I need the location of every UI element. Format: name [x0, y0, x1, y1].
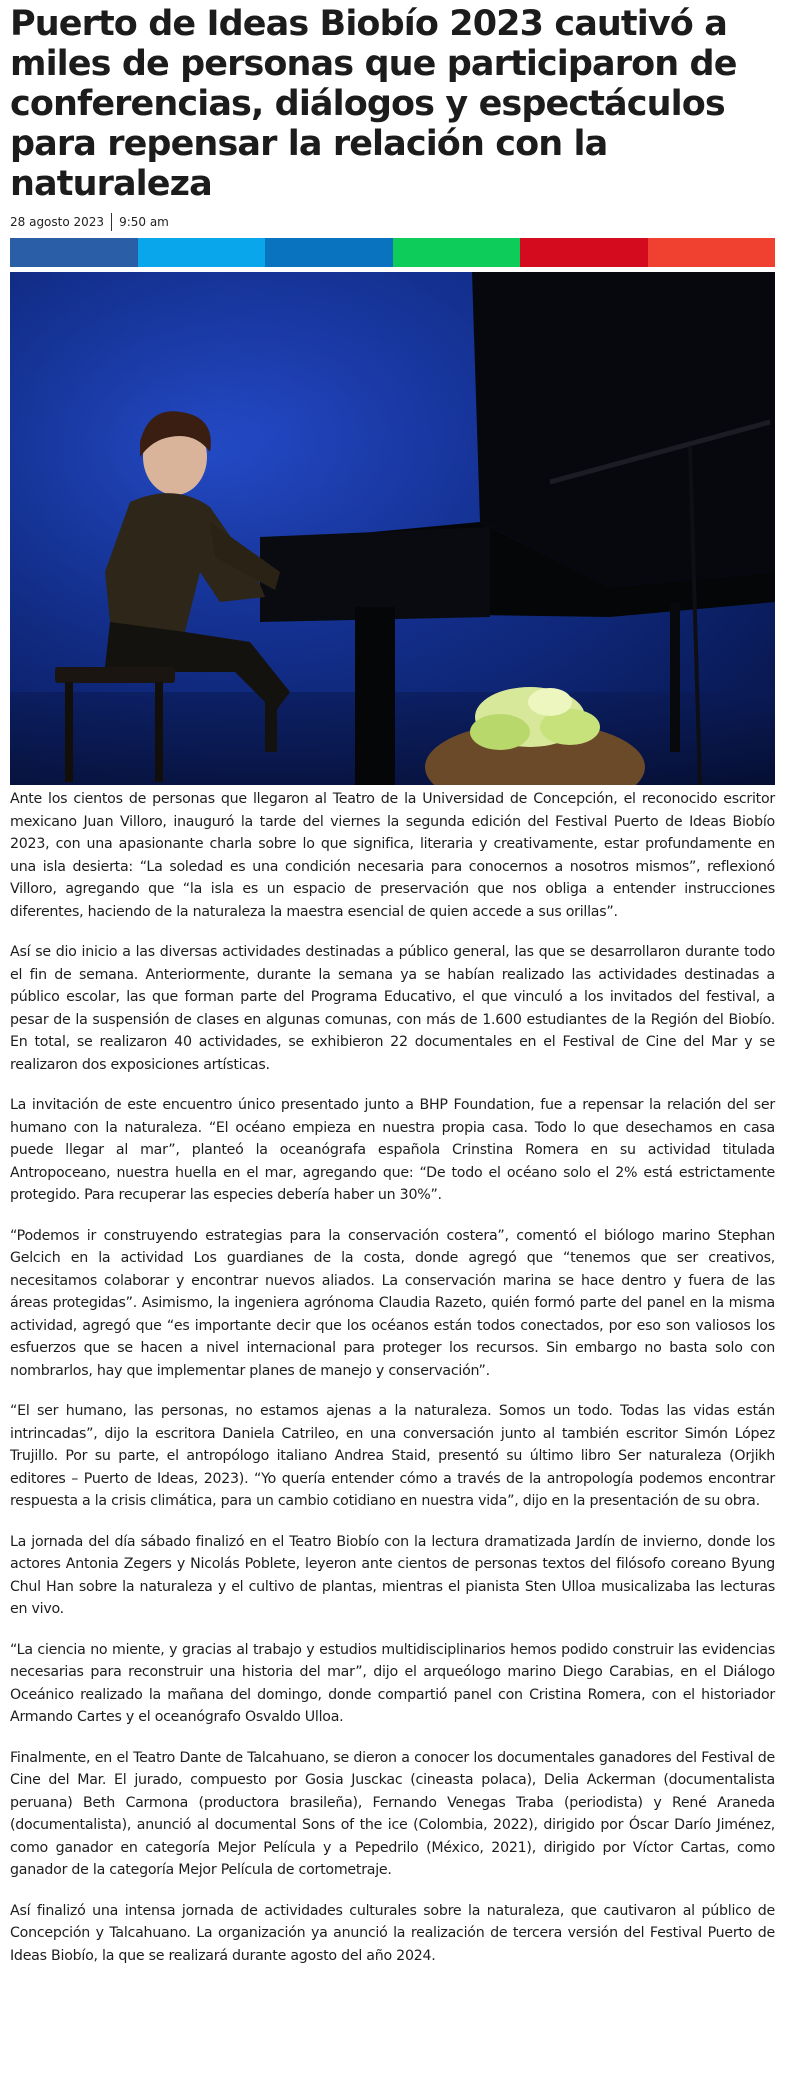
- article-paragraph: Finalmente, en el Teatro Dante de Talcahuano, se dieron a conocer los documentales ganadores del Festival de Cine del Mar. El jurado, compuesto por Gosia Jusckac (cineasta polaca), Delia Ackerman (documentalista peruana) Beth Carmona (productora brasileña), Fernando Venegas Traba (periodista) y René Araneda (documentalista), anunció al documental Sons of the ice (Colombia, 2022), dirigido por Óscar Darío Jiménez, como ganador en categoría Mejor Película y a Pepedrilo (México, 2021), dirigido por Víctor Cartas, como ganador de la categoría Mejor Película de cortometraje.: [10, 1749, 775, 1878]
- hero-image-pianist: [10, 272, 775, 785]
- color-segment-3: [265, 238, 393, 267]
- article-paragraph: Ante los cientos de personas que llegaron al Teatro de la Universidad de Concepción, el reconocido escritor mexicano Juan Villoro, inauguró la tarde del viernes la segunda edición del Festival Puerto de Ideas Biobío 2023, con una apasionante charla sobre lo que significa, literaria y creativamente, estar profundamente en una isla desierta: “La soledad es una condición necesaria para conocernos a nosotros mismos”, reflexionó Villoro, agregando que “la isla es un espacio de preservación que nos obliga a entender instrucciones diferentes, haciendo de la naturaleza la maestra esencial de quien accede a sus orillas”.: [10, 791, 775, 920]
- color-segment-2: [138, 238, 266, 267]
- article-date: 28 agosto 2023: [10, 215, 105, 229]
- color-segment-5: [520, 238, 648, 267]
- article-time: 9:50 am: [119, 215, 169, 229]
- color-segment-1: [10, 238, 138, 267]
- article-paragraph: La invitación de este encuentro único presentado junto a BHP Foundation, fue a repensar la relación del ser humano con la naturaleza. “El océano empieza en nuestra propia casa. Todo lo que desechamos en casa puede llegar al mar”, planteó la oceanógrafa española Crinstina Romera en su actividad titulada Antropoceano, nuestra huella en el mar, agregando que: “De todo el océano solo el 2% está estrictamente protegido. Para recuperar las especies debería haber un 30%”.: [10, 1097, 775, 1203]
- article-paragraph: “La ciencia no miente, y gracias al trabajo y estudios multidisciplinarios hemos podido construir las evidencias necesarias para reconstruir una historia del mar”, dijo el arqueólogo marino Diego Carabias, en el Diálogo Oceánico realizado la mañana del domingo, donde compartió panel con Cristina Romera, con el historiador Armando Cartes y el oceanógrafo Osvaldo Ulloa.: [10, 1641, 775, 1725]
- color-segment-4: [393, 238, 521, 267]
- pianist-illustration: [10, 272, 775, 785]
- article-paragraph: Así se dio inicio a las diversas actividades destinadas a público general, las que se desarrollaron durante todo el fin de semana. Anteriormente, durante la semana ya se habían realizado las actividades destinadas a público escolar, las que forman parte del Programa Educativo, el que vinculó a los invitados del festival, a pesar de la suspensión de clases en algunas comunas, con más de 1.600 estudiantes de la Región del Biobío. En total, se realizaron 40 actividades, se exhibieron 22 documentales en el Festival de Cine del Mar y se realizaron dos exposiciones artísticas.: [10, 944, 775, 1073]
- color-segment-6: [648, 238, 776, 267]
- article-paragraph: “El ser humano, las personas, no estamos ajenas a la naturaleza. Somos un todo. Todas las vidas están intrincadas”, dijo la escritora Daniela Catrileo, en una conversación junto al también escritor Simón López Trujillo. Por su parte, el antropólogo italiano Andrea Staid, presentó su último libro Ser naturaleza (Orjikh editores – Puerto de Ideas, 2023). “Yo quería entender cómo a través de la antropología podemos encontrar respuesta a la crisis climática, para un cambio cotidiano en nuestra vida”, dijo en la presentación de su obra.: [10, 1403, 775, 1509]
- article-title: Puerto de Ideas Biobío 2023 cautivó a miles de personas que participaron de conferencias, diálogos y espectáculos para repensar la relación con la naturaleza: [10, 4, 737, 204]
- article-paragraph: Así finalizó una intensa jornada de actividades culturales sobre la naturaleza, que cautivaron al público de Concepción y Talcahuano. La organización ya anunció la realización de tercera versión del Festival Puerto de Ideas Biobío, la que se realizará durante agosto del año 2024.: [10, 1902, 775, 1964]
- article-meta: [10, 213, 775, 231]
- article-paragraph: La jornada del día sábado finalizó en el Teatro Biobío con la lectura dramatizada Jardín de invierno, donde los actores Antonia Zegers y Nicolás Poblete, leyeron ante cientos de personas textos del filósofo coreano Byung Chul Han sobre la naturaleza y el cultivo de plantas, mientras el pianista Sten Ulloa musicalizaba las lecturas en vivo.: [10, 1533, 775, 1617]
- meta-divider: [111, 213, 112, 231]
- brand-color-bar: [10, 238, 775, 267]
- article-body: [10, 788, 775, 1967]
- article-paragraph: “Podemos ir construyendo estrategias para la conservación costera”, comentó el biólogo marino Stephan Gelcich en la actividad Los guardianes de la costa, donde agregó que “tenemos que ser creativos, necesitamos colaborar y encontrar nuevos aliados. La conservación marina se hace dentro y fuera de las áreas protegidas”. Asimismo, la ingeniera agrónoma Claudia Razeto, quién formó parte del panel en la misma actividad, agregó que “es importante decir que los océanos están todos conectados, por eso son valiosos los esfuerzos que se hacen a nivel internacional para proteger los recursos. Sin embargo no basta solo con nombrarlos, hay que implementar planes de manejo y conservación”.: [10, 1227, 775, 1379]
